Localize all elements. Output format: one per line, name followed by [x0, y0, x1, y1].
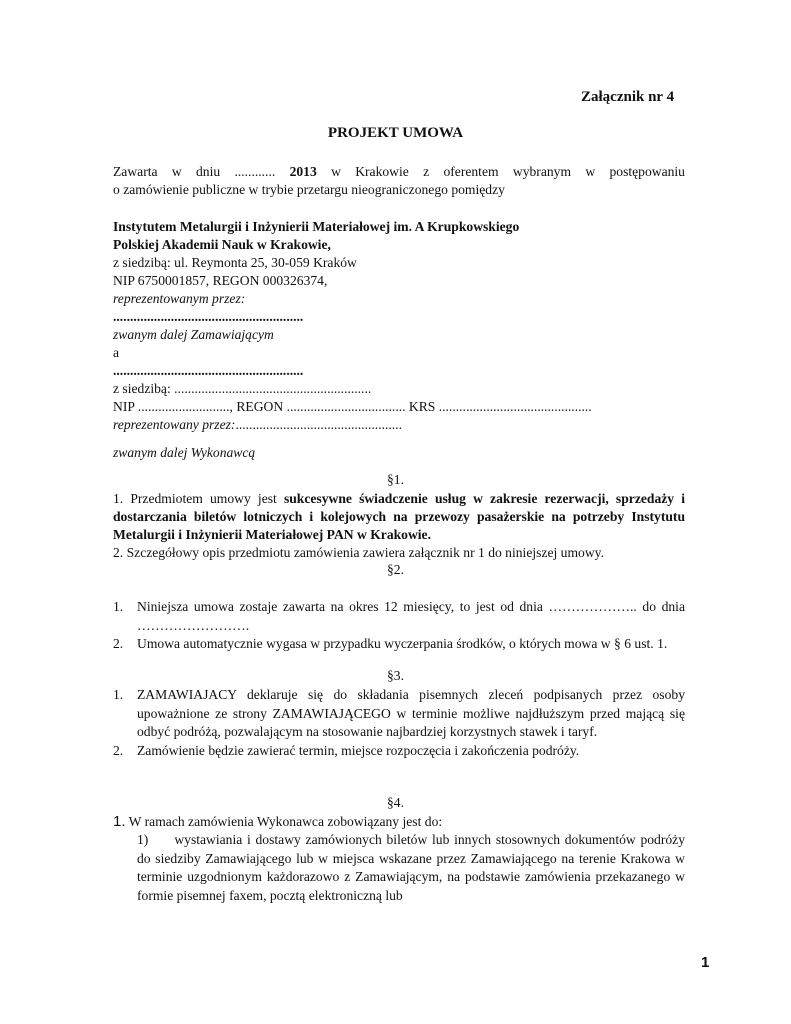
list-item: 2. Umowa automatycznie wygasa w przypadku wyczerpania środków, o których mowa w § 6 ust. 1.	[113, 636, 668, 651]
party1-name-line1: Instytutem Metalurgii i Inżynierii Materiałowej im. A Krupkowskiego	[113, 219, 520, 234]
page-number: 1	[701, 954, 710, 971]
section-2-heading: §2.	[387, 562, 404, 577]
party1-called: zwanym dalej Zamawiającym	[113, 327, 274, 342]
section-3-list	[113, 686, 685, 760]
party1-ids: NIP 6750001857, REGON 000326374,	[113, 273, 328, 288]
s4-sub-item-1: 1) wystawiania i dostawy zamówionych biletów lub innych stosownych dokumentów podróży do siedziby Zamawiającego lub w miejsca wskazane przez Zamawiającego na terenie Krakowa w terminie uzgodnionym każdorazowo z Zamawiającym, na podstawie zamówienia przekazanego w formie pisemnej faxem, pocztą elektroniczną lub	[137, 832, 685, 903]
party1-address: z siedzibą: ul. Reymonta 25, 30-059 Kraków	[113, 255, 357, 270]
and-word: a	[113, 345, 120, 360]
party1-name-line2: Polskiej Akademii Nauk w Krakowie,	[113, 237, 331, 252]
party2-dots: ........................................................	[113, 363, 304, 378]
intro-paragraph	[113, 163, 685, 199]
party2-called: zwanym dalej Wykonawcą	[113, 445, 256, 460]
document-title: PROJEKT UMOWA	[327, 125, 464, 141]
section-1-heading: §1.	[387, 472, 404, 487]
party-contractor-ordering	[113, 218, 685, 434]
s1-p1-line1: 1. Przedmiotem umowy jest sukcesywne świadczenie usług w zakresie rezerwacji, sprzedaży i	[113, 491, 686, 506]
s1-p2: 2. Szczegółowy opis przedmiotu zamówienia zawiera załącznik nr 1 do niniejszej umowy.	[113, 545, 604, 560]
party1-represented: reprezentowanym przez:	[113, 291, 246, 306]
party2-ids: NIP ..........................., REGON ................................... KRS .............................................	[113, 399, 592, 414]
s4-p1: 1. W ramach zamówienia Wykonawca zobowiązany jest do:	[113, 813, 443, 830]
section-4-heading: §4.	[387, 795, 404, 810]
list-item: 1. ZAMAWIAJACY deklaruje się do składania pisemnych zleceń podpisanych przez osoby upoważnione ze strony ZAMAWIAJĄCEGO w terminie możliwe najdłuższym przed mającą się odbyć podróżą, pozwalającym na stosowanie najbardziej korzystnych stawek i taryf.	[113, 687, 685, 739]
section-3-heading: §3.	[387, 668, 404, 683]
party2-represented-line: reprezentowany przez:.................................................	[113, 417, 402, 432]
party2-address: z siedzibą: ..........................................................	[113, 381, 372, 396]
section-1-body	[113, 490, 685, 562]
party1-dots: ........................................................	[113, 309, 304, 324]
s1-p1-line2: dostarczania biletów lotniczych i kolejowych na przewozy pasażerskie na potrzeby Instytutu	[113, 509, 685, 524]
attachment-label: Załącznik nr 4	[581, 89, 675, 105]
intro-line-1: Zawarta w dniu ............ 2013 w Krakowie z oferentem wybranym w postępowaniu	[113, 164, 685, 179]
intro-line-2: o zamówienie publiczne w trybie przetargu nieograniczonego pomiędzy	[113, 182, 505, 197]
s1-p1-line3: Metalurgii i Inżynierii Materiałowej PAN w Krakowie.	[113, 527, 431, 542]
list-item: 2. Zamówienie będzie zawierać termin, miejsce rozpoczęcia i zakończenia podróży.	[113, 742, 580, 758]
list-item: 1. Niniejsza umowa zostaje zawarta na okres 12 miesięcy, to jest od dnia ……………….. do dnia …………………….	[113, 599, 685, 633]
section-2-list	[113, 598, 685, 654]
